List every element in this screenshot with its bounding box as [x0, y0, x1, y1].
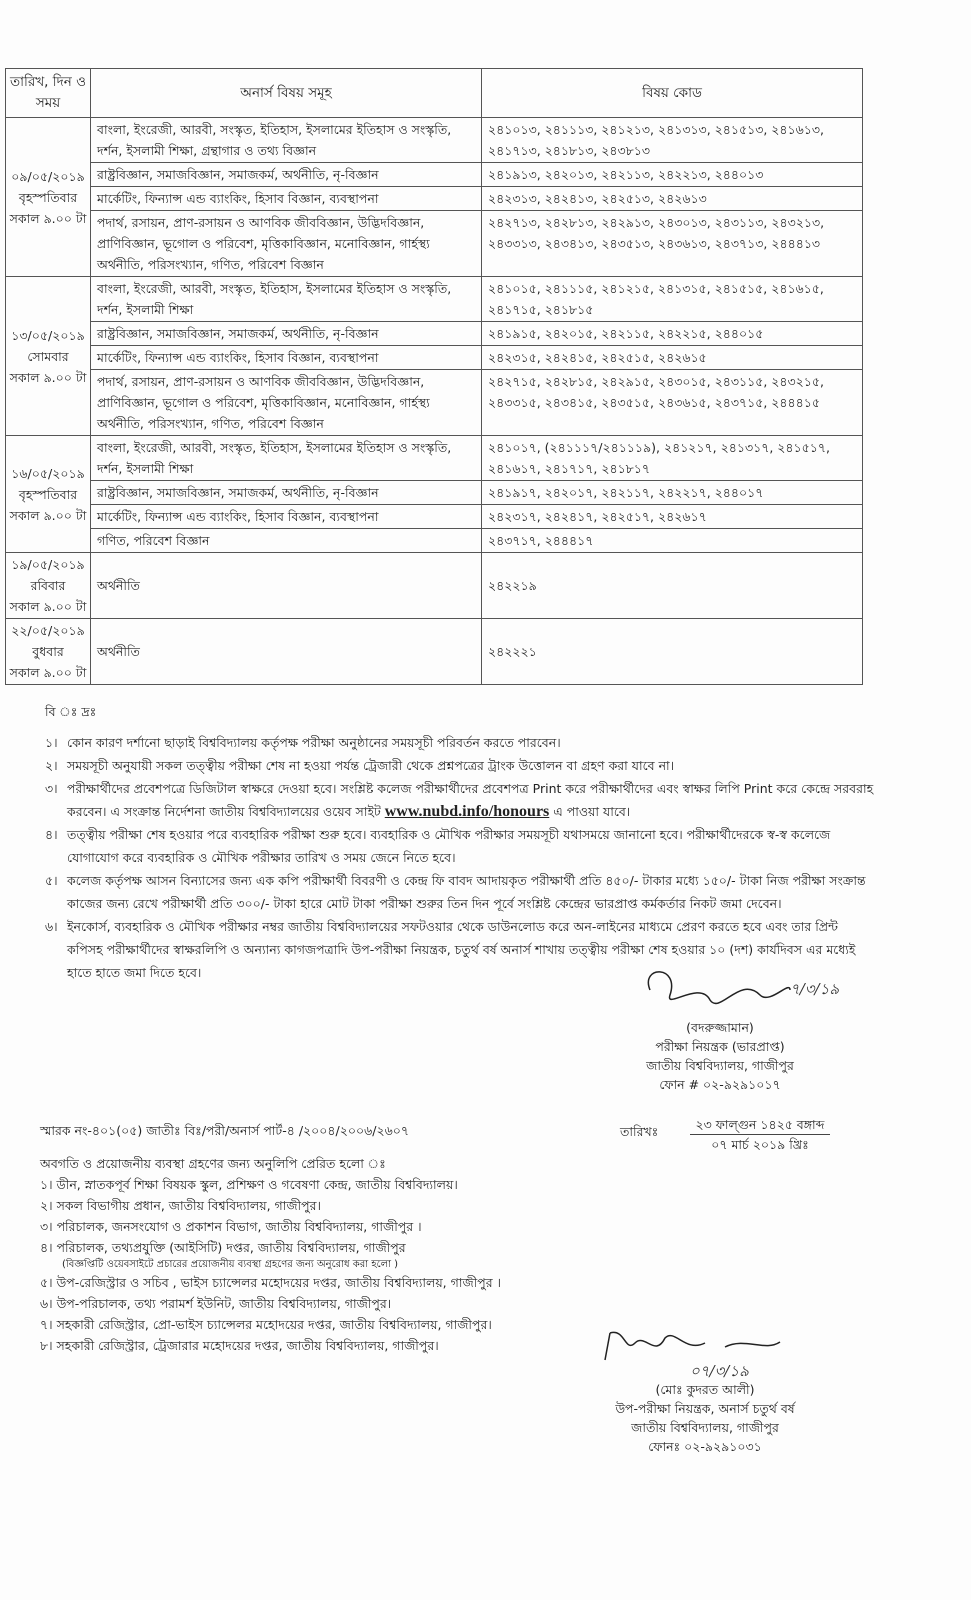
codes-cell: ২৪২২১৯ [482, 553, 863, 619]
exam-time: সকাল ৯.০০ টা [9, 210, 87, 226]
subjects-cell: মার্কেটিং, ফিন্যান্স এন্ড ব্যাংকিং, হিসাব বিজ্ঞান, ব্যবস্থাপনা [91, 346, 482, 370]
copy-recipient: ৮। সহকারী রেজিস্ট্রার, ট্রেজারার মহোদয়ের দপ্তর, জাতীয় বিশ্ববিদ্যালয়, গাজীপুর। [40, 1338, 439, 1353]
note-number: ১। [45, 735, 58, 750]
date-label: তারিখঃ [620, 1124, 659, 1139]
subjects-cell: অর্থনীতি [91, 619, 482, 685]
note-number: ২। [45, 758, 58, 773]
note-text [67, 754, 674, 777]
signatory-1-name: (বদরুজ্জামান) [686, 1020, 754, 1035]
subjects-cell: পদার্থ, রসায়ন, প্রাণ-রসায়ন ও আণবিক জীববিজ্ঞান, উদ্ভিদবিজ্ঞান, প্রাণিবিজ্ঞান, ভূগোল ও পরিবেশ, মৃত্তিকাবিজ্ঞান, মনোবিজ্ঞান, গার্হস্থ্য অর্থনীতি, পরিসংখ্যান, গণিত, পরিবেশ বিজ্ঞান [91, 211, 482, 277]
note-text [67, 777, 875, 823]
note-text-body: সময়সূচী অনুযায়ী সকল তত্ত্বীয় পরীক্ষা শেষ না হওয়া পর্যন্ত ট্রেজারী থেকে প্রশ্নপত্রের ট্রাংক উত্তোলন বা গ্রহণ করা যাবে না। [67, 758, 675, 773]
copy-recipient: ৭। সহকারী রেজিস্ট্রার, প্রো-ভাইস চ্যান্সেলর মহোদয়ের দপ্তর, জাতীয় বিশ্ববিদ্যালয়, গাজীপুর। [40, 1317, 492, 1332]
subjects-cell: মার্কেটিং, ফিন্যান্স এন্ড ব্যাংকিং, হিসাব বিজ্ঞান, ব্যবস্থাপনা [91, 505, 482, 529]
codes-cell: ২৪১৯১৫, ২৪২০১৫, ২৪২১১৫, ২৪২২১৫, ২৪৪০১৫ [482, 322, 863, 346]
date-cell [6, 118, 91, 277]
table-row [6, 118, 863, 163]
copy-recipient: ৬। উপ-পরিচালক, তথ্য পরামর্শ ইউনিট, জাতীয় বিশ্ববিদ্যালয়, গাজীপুর। [40, 1296, 392, 1311]
note-text-body: ইনকোর্স, ব্যবহারিক ও মৌখিক পরীক্ষার নম্বর জাতীয় বিশ্ববিদ্যালয়ের সফটওয়ার থেকে ডাউনলোড করে অন-লাইনের মাধ্যমে প্রেরণ করতে হবে এবং তার প্রিন্ট কপিসহ পরীক্ষার্থীদের স্বাক্ষরলিপি ও অন্যান্য কাগজপত্রাদি উপ-পরীক্ষা নিয়ন্ত্রক, চতুর্থ বর্ষ অনার্স শাখায় তত্ত্বীয় পরীক্ষা শেষ হওয়ার ১০ (দশ) কার্যদিবস এর মধ্যেই হাতে হাতে জমা দিতে হবে। [67, 919, 856, 980]
note-text-body: তত্ত্বীয় পরীক্ষা শেষ হওয়ার পরে ব্যবহারিক পরীক্ষা শুরু হবে। ব্যবহারিক ও মৌখিক পরীক্ষার সময়সূচী যথাসময়ে জানানো হবে। পরীক্ষার্থীদেরকে স্ব-স্ব কলেজে যোগাযোগ করে ব্যবহারিক ও মৌখিক পরীক্ষার তারিখ ও সময় জেনে নিতে হবে। [67, 827, 831, 865]
note-text-body: কোন কারণ দর্শানো ছাড়াই বিশ্ববিদ্যালয় কর্তৃপক্ষ পরীক্ষা অনুষ্ঠানের সময়সূচী পরিবর্তন করতে পারবেন। [67, 735, 561, 750]
table-row [6, 322, 863, 346]
subjects-cell: অর্থনীতি [91, 553, 482, 619]
note-number: ৪। [45, 827, 58, 842]
copy-item-4-note: (বিজ্ঞপ্তিটি ওয়েবসাইটে প্রচারের প্রয়োজনীয় ব্যবস্থা গ্রহণের জন্য অনুরোধ করা হলো ) [62, 1259, 399, 1270]
table-row [6, 529, 863, 553]
signatory-2-block [585, 1380, 825, 1456]
note-item [45, 823, 875, 869]
date-cell [6, 436, 91, 553]
exam-time: সকাল ৯.০০ টা [9, 507, 87, 523]
copy-recipient: ৪। পরিচালক, তথ্যপ্রযুক্তি (আইসিটি) দপ্তর, জাতীয় বিশ্ববিদ্যালয়, গাজীপুর [40, 1240, 406, 1255]
codes-cell: ২৪৩৭১৭, ২৪৪৪১৭ [482, 529, 863, 553]
note-number: ৩। [45, 781, 58, 796]
subjects-cell: পদার্থ, রসায়ন, প্রাণ-রসায়ন ও আণবিক জীববিজ্ঞান, উদ্ভিদবিজ্ঞান, প্রাণিবিজ্ঞান, ভূগোল ও পরিবেশ, মৃত্তিকাবিজ্ঞান, মনোবিজ্ঞান, গার্হস্থ্য অর্থনীতি, পরিসংখ্যান, গণিত, পরিবেশ বিজ্ঞান [91, 370, 482, 436]
copies-section [40, 1153, 501, 1356]
table-row [6, 619, 863, 685]
exam-date: ১৩/০৫/২০১৯ [11, 327, 85, 343]
note-text [67, 823, 875, 869]
note-item [45, 731, 875, 754]
table-header [6, 69, 863, 118]
exam-day: বৃহস্পতিবার [18, 486, 78, 502]
signatory-1-phone: ফোন # ০২-৯২৯১০১৭ [659, 1077, 781, 1092]
subjects-cell: মার্কেটিং, ফিন্যান্স এন্ড ব্যাংকিং, হিসাব বিজ্ঞান, ব্যবস্থাপনা [91, 187, 482, 211]
notes-section [45, 700, 875, 984]
note-item [45, 869, 875, 915]
codes-cell: ২৪২৩১৫, ২৪২৪১৫, ২৪২৫১৫, ২৪২৬১৫ [482, 346, 863, 370]
table-row [6, 370, 863, 436]
exam-date: ১৬/০৫/২০১৯ [11, 465, 85, 481]
codes-cell: ২৪২৩১৭, ২৪২৪১৭, ২৪২৫১৭, ২৪২৬১৭ [482, 505, 863, 529]
date-english: ০৭ মার্চ ২০১৯ খ্রিঃ [711, 1137, 809, 1152]
table-row [6, 187, 863, 211]
codes-cell: ২৪২২২১ [482, 619, 863, 685]
header-date: তারিখ, দিন ও সময় [6, 69, 91, 118]
table-row [6, 505, 863, 529]
codes-cell: ২৪২৭১৫, ২৪২৮১৫, ২৪২৯১৫, ২৪৩০১৫, ২৪৩১১৫, ২৪৩২১৫, ২৪৩৩১৫, ২৪৩৪১৫, ২৪৩৫১৫, ২৪৩৬১৫, ২৪৩৭১৫, ২৪৪৪১৫ [482, 370, 863, 436]
exam-day: বৃহস্পতিবার [18, 189, 78, 205]
memo-number: স্মারক নং-৪০১(০৫) জাতীঃ বিঃ/পরী/অনার্স পার্ট-৪ /২০০৪/২০০৬/২৬০৭ [40, 1123, 409, 1138]
header-subjects: অনার্স বিষয় সমূহ [91, 69, 482, 118]
date-cell [6, 619, 91, 685]
table-row [6, 481, 863, 505]
exam-schedule-table [5, 68, 863, 685]
note-item [45, 754, 875, 777]
table-row [6, 163, 863, 187]
signatory-2-org: জাতীয় বিশ্ববিদ্যালয়, গাজীপুর [631, 1420, 779, 1435]
subjects-cell: রাষ্ট্রবিজ্ঞান, সমাজবিজ্ঞান, সমাজকর্ম, অর্থনীতি, নৃ-বিজ্ঞান [91, 163, 482, 187]
subjects-cell: বাংলা, ইংরেজী, আরবী, সংস্কৃত, ইতিহাস, ইসলামের ইতিহাস ও সংস্কৃতি, দর্শন, ইসলামী শিক্ষা, গ্রন্থাগার ও তথ্য বিজ্ঞান [91, 118, 482, 163]
exam-time: সকাল ৯.০০ টা [9, 665, 87, 680]
date-cell [6, 553, 91, 619]
exam-date: ০৯/০৫/২০১৯ [11, 168, 85, 184]
codes-cell: ২৪১৯১৩, ২৪২০১৩, ২৪২১১৩, ২৪২২১৩, ২৪৪০১৩ [482, 163, 863, 187]
signatory-2-phone: ফোনঃ ০২-৯২৯১০৩১ [648, 1439, 762, 1454]
note-text-after: এ পাওয়া যাবে। [553, 804, 631, 819]
note-text-body: কলেজ কর্তৃপক্ষ আসন বিন্যাসের জন্য এক কপি পরীক্ষার্থী বিবরণী ও কেন্দ্র ফি বাবদ আদায়কৃত পরীক্ষার্থী প্রতি ৪৫০/- টাকার মধ্যে ১৫০/- টাকা নিজ পরীক্ষা সংক্রান্ত কাজের জন্য রেখে পরীক্ষার্থী প্রতি ৩০০/- টাকা হারে মোট টাকা পরীক্ষা শুরুর তিন দিন পূর্বে সংশ্লিষ্ট কেন্দ্রের ভারপ্রাপ্ত কর্মকর্তার নিকট জমা দেবেন। [67, 873, 866, 911]
table-row [6, 346, 863, 370]
exam-date: ২২/০৫/২০১৯ [11, 623, 85, 638]
table-row [6, 553, 863, 619]
notes-heading: বি ঃ দ্রঃ [45, 704, 97, 719]
header-codes: বিষয় কোড [482, 69, 863, 118]
note-text [67, 869, 875, 915]
subjects-cell: রাষ্ট্রবিজ্ঞান, সমাজবিজ্ঞান, সমাজকর্ম, অর্থনীতি, নৃ-বিজ্ঞান [91, 322, 482, 346]
note-text-body: পরীক্ষার্থীদের প্রবেশপত্রে ডিজিটাল স্বাক্ষরে দেওয়া হবে। সংশ্লিষ্ট কলেজ পরীক্ষার্থীদের প্রবেশপত্র Print করে পরীক্ষার্থীদের এবং স্বাক্ষর লিপি Print করে কেন্দ্রে সরবরাহ করবেন। এ সংক্রান্ত নির্দেশনা জাতীয় বিশ্ববিদ্যালয়ের ওয়েব সাইট [67, 781, 874, 819]
table-row [6, 277, 863, 322]
exam-day: সোমবার [27, 348, 69, 364]
subjects-cell: রাষ্ট্রবিজ্ঞান, সমাজবিজ্ঞান, সমাজকর্ম, অর্থনীতি, নৃ-বিজ্ঞান [91, 481, 482, 505]
signatory-2-signature-date: ০৭/৩/১৯ [690, 1362, 749, 1380]
signatory-1-signature-date: ৭/৩/১৯ [790, 980, 840, 998]
subjects-cell: বাংলা, ইংরেজী, আরবী, সংস্কৃত, ইতিহাস, ইসলামের ইতিহাস ও সংস্কৃতি, দর্শন, ইসলামী শিক্ষা [91, 277, 482, 322]
codes-cell: ২৪১০১৫, ২৪১১১৫, ২৪১২১৫, ২৪১৩১৫, ২৪১৫১৫, ২৪১৬১৫, ২৪১৭১৫, ২৪১৮১৫ [482, 277, 863, 322]
exam-day: বুধবার [32, 644, 64, 659]
copy-recipient: ১। ডীন, স্নাতকপূর্ব শিক্ষা বিষয়ক স্কুল, প্রশিক্ষণ ও গবেষণা কেন্দ্র, জাতীয় বিশ্ববিদ্যালয়। [40, 1177, 458, 1192]
copies-intro: অবগতি ও প্রয়োজনীয় ব্যবস্থা গ্রহণের জন্য অনুলিপি প্রেরিত হলো ঃ [40, 1156, 386, 1171]
subjects-cell: বাংলা, ইংরেজী, আরবী, সংস্কৃত, ইতিহাস, ইসলামের ইতিহাস ও সংস্কৃতি, দর্শন, ইসলামী শিক্ষা [91, 436, 482, 481]
exam-time: সকাল ৯.০০ টা [9, 369, 87, 385]
website-link[interactable]: www.nubd.info/honours [384, 803, 550, 820]
date-cell [6, 277, 91, 436]
note-number: ৫। [45, 873, 58, 888]
codes-cell: ২৪২৩১৩, ২৪২৪১৩, ২৪২৫১৩, ২৪২৬১৩ [482, 187, 863, 211]
note-number: ৬। [45, 919, 58, 934]
codes-cell: ২৪১০১৭, (২৪১১১৭/২৪১১১৯), ২৪১২১৭, ২৪১৩১৭, ২৪১৫১৭, ২৪১৬১৭, ২৪১৭১৭, ২৪১৮১৭ [482, 436, 863, 481]
copy-recipient: ৫। উপ-রেজিস্ট্রার ও সচিব , ভাইস চ্যান্সেলর মহোদয়ের দপ্তর, জাতীয় বিশ্ববিদ্যালয়, গাজীপুর । [40, 1275, 502, 1290]
signatory-1-org: জাতীয় বিশ্ববিদ্যালয়, গাজীপুর [646, 1058, 794, 1073]
signatory-2-name: (মোঃ কুদরত আলী) [655, 1382, 755, 1397]
date-bangla: ২৩ ফাল্গুন ১৪২৫ বঙ্গাব্দ [690, 1115, 830, 1135]
codes-cell: ২৪১০১৩, ২৪১১১৩, ২৪১২১৩, ২৪১৩১৩, ২৪১৫১৩, ২৪১৬১৩, ২৪১৭১৩, ২৪১৮১৩, ২৪৩৮১৩ [482, 118, 863, 163]
table-row [6, 436, 863, 481]
exam-time: সকাল ৯.০০ টা [9, 599, 87, 614]
signatory-2-title: উপ-পরীক্ষা নিয়ন্ত্রক, অনার্স চতুর্থ বর্ষ [615, 1401, 795, 1416]
signature-2 [595, 1325, 795, 1365]
copy-recipient: ২। সকল বিভাগীয় প্রধান, জাতীয় বিশ্ববিদ্যালয়, গাজীপুর। [40, 1198, 321, 1213]
table-row [6, 211, 863, 277]
signatory-1-block [600, 1018, 840, 1094]
exam-day: রবিবার [30, 578, 66, 593]
copy-recipient: ৩। পরিচালক, জনসংযোগ ও প্রকাশন বিভাগ, জাতীয় বিশ্ববিদ্যালয়, গাজীপুর । [40, 1219, 422, 1234]
codes-cell: ২৪১৯১৭, ২৪২০১৭, ২৪২১১৭, ২৪২২১৭, ২৪৪০১৭ [482, 481, 863, 505]
codes-cell: ২৪২৭১৩, ২৪২৮১৩, ২৪২৯১৩, ২৪৩০১৩, ২৪৩১১৩, ২৪৩২১৩, ২৪৩৩১৩, ২৪৩৪১৩, ২৪৩৫১৩, ২৪৩৬১৩, ২৪৩৭১৩, ২৪৪৪১৩ [482, 211, 863, 277]
note-item [45, 777, 875, 823]
subjects-cell: গণিত, পরিবেশ বিজ্ঞান [91, 529, 482, 553]
exam-date: ১৯/০৫/২০১৯ [11, 557, 85, 572]
note-text [67, 731, 561, 754]
signatory-1-title: পরীক্ষা নিয়ন্ত্রক (ভারপ্রাপ্ত) [655, 1039, 785, 1054]
